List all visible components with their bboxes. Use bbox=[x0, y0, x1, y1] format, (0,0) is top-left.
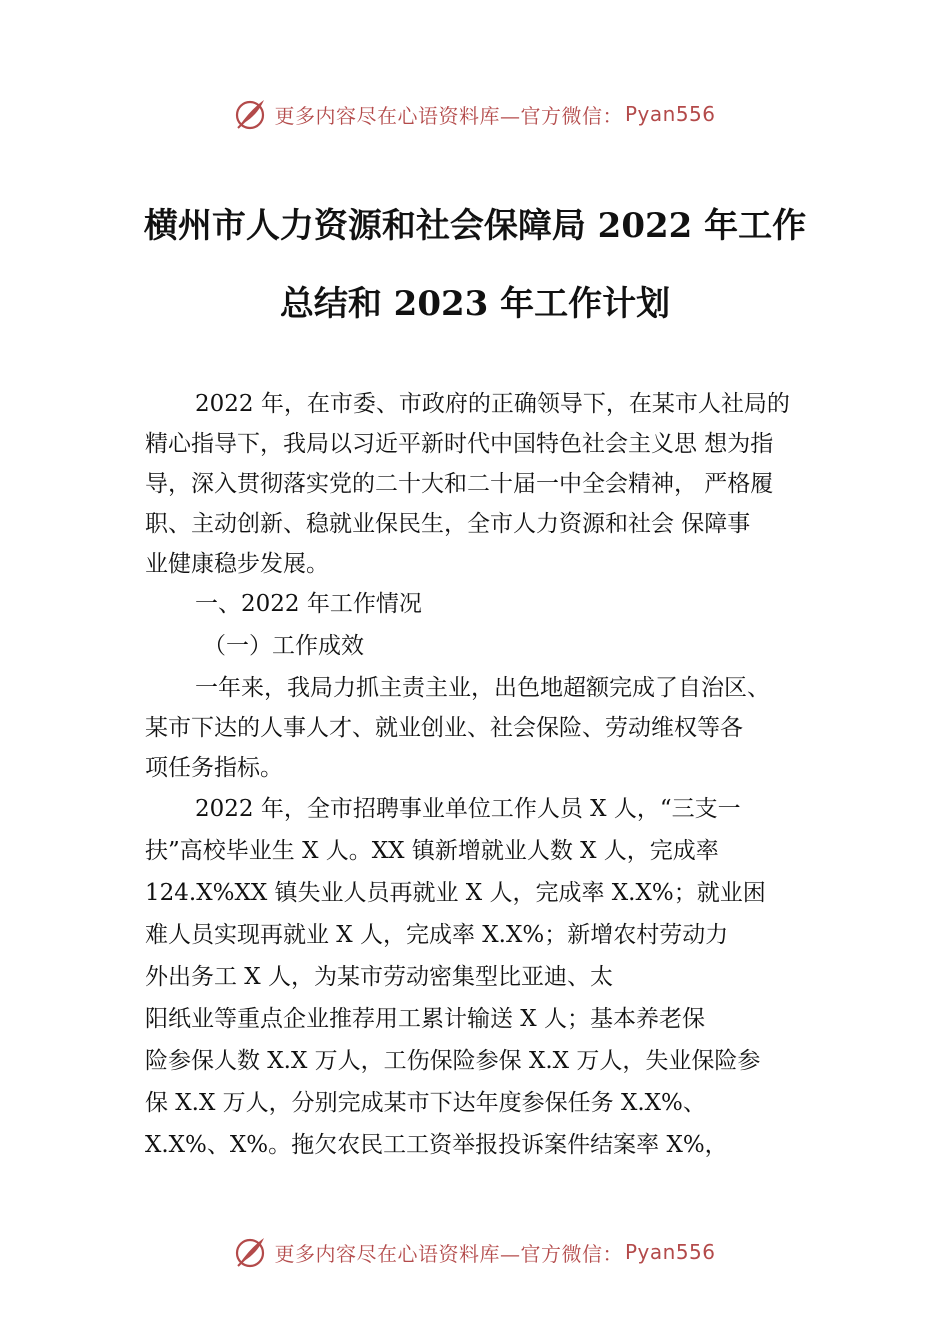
body-line: 业健康稳步发展。 bbox=[145, 551, 329, 577]
quill-pen-logo-icon bbox=[234, 97, 268, 131]
body-line: 2022 年，在市委、市政府的正确领导下，在某市人社局的 bbox=[195, 391, 790, 417]
body-line: 2022 年，全市招聘事业单位工作人员 X 人，“三支一 bbox=[195, 796, 741, 822]
body-line: X.X%、X%。拖欠农民工工资举报投诉案件结案率 X%， bbox=[145, 1132, 728, 1158]
watermark-wechat-id: Pyan556 bbox=[624, 102, 716, 126]
body-line: 阳纸业等重点企业推荐用工累计输送 X 人；基本养老保 bbox=[145, 1006, 705, 1032]
body-line: 职、主动创新、稳就业保民生，全市人力资源和社会 保障事 bbox=[145, 511, 751, 537]
body-line: 扶”高校毕业生 X 人。XX 镇新增就业人数 X 人，完成率 bbox=[145, 838, 719, 864]
subsection-heading: （一）工作成效 bbox=[203, 633, 364, 659]
body-line: 导，深入贯彻落实党的二十大和二十届一中全会精神， 严格履 bbox=[145, 471, 774, 497]
body-line: 精心指导下，我局以习近平新时代中国特色社会主义思 想为指 bbox=[145, 431, 774, 457]
quill-pen-logo-icon bbox=[234, 1235, 268, 1269]
watermark-header bbox=[0, 94, 950, 134]
body-line: 124.X%XX 镇失业人员再就业 X 人，完成率 X.X%；就业困 bbox=[145, 880, 766, 906]
document-title-line-1: 横州市人力资源和社会保障局 2022 年工作 bbox=[143, 206, 807, 246]
body-line: 保 X.X 万人，分别完成某市下达年度参保任务 X.X%、 bbox=[145, 1090, 706, 1116]
body-line: 某市下达的人事人才、就业创业、社会保险、劳动维权等各 bbox=[145, 715, 743, 741]
body-line: 项任务指标。 bbox=[145, 755, 283, 781]
watermark-footer bbox=[0, 1232, 950, 1272]
body-line: 一年来，我局力抓主责主业，出色地超额完成了自治区、 bbox=[195, 675, 770, 701]
document-title-line-2: 总结和 2023 年工作计划 bbox=[279, 284, 671, 324]
section-heading: 一、2022 年工作情况 bbox=[195, 591, 422, 617]
watermark-text: 更多内容尽在心语资料库—官方微信： bbox=[274, 1241, 623, 1266]
watermark-wechat-id: Pyan556 bbox=[624, 1240, 716, 1264]
body-line: 险参保人数 X.X 万人，工伤保险参保 X.X 万人，失业保险参 bbox=[145, 1048, 761, 1074]
watermark-text: 更多内容尽在心语资料库—官方微信： bbox=[274, 103, 623, 128]
document-body bbox=[145, 384, 835, 1166]
body-line: 难人员实现再就业 X 人，完成率 X.X%；新增农村劳动力 bbox=[145, 922, 729, 948]
body-line: 外出务工 X 人，为某市劳动密集型比亚迪、太 bbox=[145, 964, 613, 990]
